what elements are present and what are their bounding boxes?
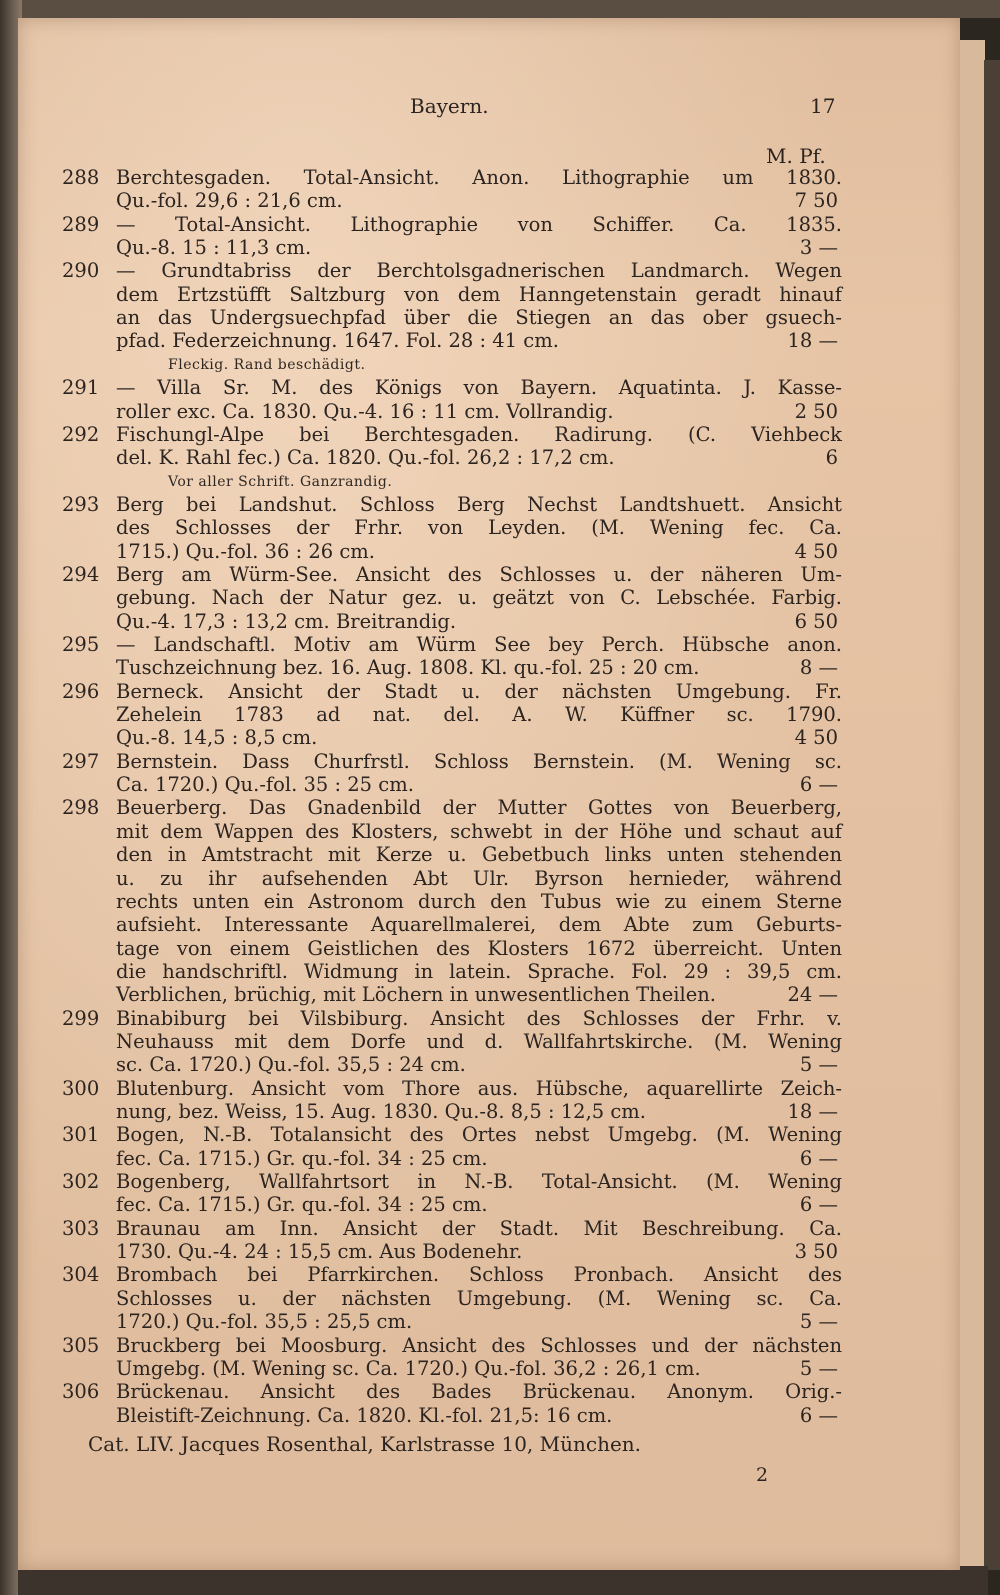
lot-number: 303 xyxy=(62,1216,100,1240)
price: 6 — xyxy=(799,773,838,797)
price: 5 — xyxy=(799,1053,838,1077)
currency-header: M. Pf. xyxy=(766,144,826,168)
price: 5 — xyxy=(799,1310,838,1334)
catalog-line xyxy=(18,1053,960,1077)
price: 8 — xyxy=(799,656,838,680)
catalog-line xyxy=(18,1147,960,1171)
page-header xyxy=(18,94,960,124)
signature-mark: 2 xyxy=(756,1464,769,1486)
lot-number: 290 xyxy=(62,259,100,283)
entry-text: die handschriftl. Widmung in latein. Sprache. Fol. 29 : 39,5 cm. xyxy=(116,959,842,983)
entry-text: 1720.) Qu.-fol. 35,5 : 25,5 cm. xyxy=(116,1310,413,1334)
catalog-line xyxy=(18,750,960,774)
entry-text: Bernstein. Dass Churfrstl. Schloss Bernstein. (M. Wening sc. xyxy=(116,749,842,773)
price: 3 50 xyxy=(794,1240,838,1264)
entry-text: des Schlosses der Frhr. von Leyden. (M. Wening fec. Ca. xyxy=(116,516,842,540)
entry-text: Schlosses u. der nächsten Umgebung. (M. Wening sc. Ca. xyxy=(116,1286,842,1310)
catalog-line xyxy=(18,937,960,961)
catalog-page xyxy=(18,18,960,1570)
lot-number: 292 xyxy=(62,422,100,446)
entry-text: del. K. Rahl fec.) Ca. 1820. Qu.-fol. 26,2 : 17,2 cm. xyxy=(116,446,615,470)
lot-number: 295 xyxy=(62,633,100,656)
entry-text: 1715.) Qu.-fol. 36 : 26 cm. xyxy=(116,539,375,563)
catalog-line xyxy=(18,726,960,750)
catalog-line xyxy=(18,610,960,634)
entry-text: roller exc. Ca. 1830. Qu.-4. 16 : 11 cm. Vollrandig. xyxy=(116,399,614,423)
lot-number: 304 xyxy=(62,1263,100,1287)
catalog-line xyxy=(18,446,960,470)
entry-text: Binabiburg bei Vilsbiburg. Ansicht des Schlosses der Frhr. v. xyxy=(116,1006,842,1030)
entry-text: Zehelein 1783 ad nat. del. A. W. Küffner sc. 1790. xyxy=(116,703,842,727)
entry-text: Fischungl-Alpe bei Berchtesgaden. Radirung. (C. Viehbeck xyxy=(116,422,842,446)
catalog-line xyxy=(18,983,960,1007)
entry-text: Berg bei Landshut. Schloss Berg Nechst Landtshuett. Ansicht xyxy=(116,492,842,516)
price: 3 — xyxy=(799,236,838,260)
condition-note xyxy=(18,470,960,494)
entry-text: dem Ertzstüfft Saltzburg von dem Hanngetenstain geradt hinauf xyxy=(116,282,842,306)
entry-text: Verblichen, brüchig, mit Löchern in unwesentlichen Theilen. xyxy=(116,983,717,1007)
catalog-line xyxy=(18,563,960,587)
note-text: Fleckig. Rand beschädigt. xyxy=(168,356,366,373)
price: 6 xyxy=(825,446,838,470)
catalog-line xyxy=(18,1123,960,1147)
price: 2 50 xyxy=(794,399,838,423)
entry-text: mit dem Wappen des Klosters, schwebt in der Höhe und schaut auf xyxy=(116,819,842,843)
entry-text: fec. Ca. 1715.) Gr. qu.-fol. 34 : 25 cm. xyxy=(116,1193,488,1217)
entry-text: Qu.-fol. 29,6 : 21,6 cm. xyxy=(116,189,343,213)
catalog-line xyxy=(18,1077,960,1101)
lot-number: 301 xyxy=(62,1123,100,1147)
catalog-imprint: Cat. LIV. Jacques Rosenthal, Karlstrasse 10, München. xyxy=(88,1432,642,1456)
entry-text: den in Amtstracht mit Kerze u. Gebetbuch links unten stehenden xyxy=(116,843,842,867)
catalog-line xyxy=(18,259,960,283)
catalog-line xyxy=(18,306,960,330)
price: 4 50 xyxy=(794,726,838,750)
entry-text: — Landschaftl. Motiv am Würm See bey Perch. Hübsche anon. xyxy=(116,633,842,656)
lot-number: 288 xyxy=(62,166,100,189)
lot-number: 289 xyxy=(62,212,100,236)
catalog-line xyxy=(18,400,960,424)
entry-text: Neuhauss mit dem Dorfe und d. Wallfahrtskirche. (M. Wening xyxy=(116,1029,842,1053)
entry-text: Qu.-8. 15 : 11,3 cm. xyxy=(116,236,312,260)
catalog-line xyxy=(18,586,960,610)
entry-text: an das Undergsuechpfad über die Stiegen an das ober gsuech- xyxy=(116,306,842,330)
entry-text: Berneck. Ansicht der Stadt u. der nächsten Umgebung. Fr. xyxy=(116,679,842,703)
catalog-line xyxy=(18,213,960,237)
catalog-line xyxy=(18,1217,960,1241)
lot-number: 297 xyxy=(62,749,100,773)
catalog-line xyxy=(18,1100,960,1124)
entry-text: Bleistift-Zeichnung. Ca. 1820. Kl.-fol. 21,5: 16 cm. xyxy=(116,1403,613,1427)
catalog-line xyxy=(18,820,960,844)
top-edge xyxy=(0,0,1000,18)
entry-text: fec. Ca. 1715.) Gr. qu.-fol. 34 : 25 cm. xyxy=(116,1146,488,1170)
entry-text: 1730. Qu.-4. 24 : 15,5 cm. Aus Bodenehr. xyxy=(116,1240,523,1264)
entry-text: Berg am Würm-See. Ansicht des Schlosses u. der näheren Um- xyxy=(116,562,842,586)
entry-text: sc. Ca. 1720.) Qu.-fol. 35,5 : 24 cm. xyxy=(116,1053,466,1077)
catalog-line xyxy=(18,1334,960,1358)
page-number: 17 xyxy=(810,94,836,118)
catalog-line xyxy=(18,423,960,447)
lot-number: 291 xyxy=(62,376,100,400)
entry-text: Beuerberg. Das Gnadenbild der Mutter Gottes von Beuerberg, xyxy=(116,796,842,820)
lot-number: 296 xyxy=(62,679,100,703)
catalog-line xyxy=(18,843,960,867)
lot-number: 306 xyxy=(62,1380,100,1404)
catalog-line xyxy=(18,1287,960,1311)
entry-text: Berchtesgaden. Total-Ansicht. Anon. Lithographie um 1830. xyxy=(116,166,842,189)
catalog-line xyxy=(18,516,960,540)
condition-note xyxy=(18,353,960,377)
catalog-line xyxy=(18,1170,960,1194)
price: 18 — xyxy=(787,329,838,353)
catalog-line xyxy=(18,890,960,914)
entry-text: Brombach bei Pfarrkirchen. Schloss Pronbach. Ansicht des xyxy=(116,1263,842,1287)
catalog-line xyxy=(18,913,960,937)
price: 6 — xyxy=(799,1403,838,1427)
lot-number: 299 xyxy=(62,1006,100,1030)
lot-number: 300 xyxy=(62,1076,100,1100)
catalog-line xyxy=(18,867,960,891)
entry-text: Blutenburg. Ansicht vom Thore aus. Hübsche, aquarellirte Zeich- xyxy=(116,1076,842,1100)
entry-text: Braunau am Inn. Ansicht der Stadt. Mit Beschreibung. Ca. xyxy=(116,1216,842,1240)
catalog-line xyxy=(18,1380,960,1404)
catalog-line xyxy=(18,376,960,400)
bottom-edge xyxy=(18,1566,988,1595)
price: 6 — xyxy=(799,1193,838,1217)
price: 5 — xyxy=(799,1356,838,1380)
entry-text: — Villa Sr. M. des Königs von Bayern. Aquatinta. J. Kasse- xyxy=(116,376,842,400)
lot-number: 298 xyxy=(62,796,100,820)
entry-text: aufsieht. Interessante Aquarellmalerei, dem Abte zum Geburts- xyxy=(116,913,842,937)
catalog-line xyxy=(18,189,960,213)
entry-text: — Total-Ansicht. Lithographie von Schiffer. Ca. 1835. xyxy=(116,212,842,236)
price: 7 50 xyxy=(794,189,838,213)
entry-text: gebung. Nach der Natur gez. u. geätzt von C. Lebschée. Farbig. xyxy=(116,586,842,610)
catalog-line xyxy=(18,1357,960,1381)
entry-text: Bogen, N.-B. Totalansicht des Ortes nebst Umgebg. (M. Wening xyxy=(116,1123,842,1147)
catalog-line xyxy=(18,633,960,657)
note-text: Vor aller Schrift. Ganzrandig. xyxy=(168,473,393,490)
price: 18 — xyxy=(787,1100,838,1123)
entry-text: Bogenberg, Wallfahrtsort in N.-B. Total-Ansicht. (M. Wening xyxy=(116,1170,842,1194)
entry-text: Brückenau. Ansicht des Bades Brückenau. Anonym. Orig.- xyxy=(116,1380,842,1404)
price: 6 — xyxy=(799,1146,838,1170)
price: 24 — xyxy=(787,983,838,1007)
catalog-line xyxy=(18,1240,960,1264)
lot-number: 302 xyxy=(62,1170,100,1194)
price: 6 50 xyxy=(794,609,838,633)
entry-text: rechts unten ein Astronom durch den Tubus wie zu einem Sterne xyxy=(116,889,842,913)
entry-text: tage von einem Geistlichen des Klosters 1672 überreicht. Unten xyxy=(116,936,842,960)
page-title: Bayern. xyxy=(410,94,489,118)
catalog-line xyxy=(18,680,960,704)
lot-number: 293 xyxy=(62,492,100,516)
catalog-line xyxy=(18,283,960,307)
catalog-line xyxy=(18,1007,960,1031)
catalog-line xyxy=(18,703,960,727)
catalog-line xyxy=(18,1263,960,1287)
catalog-line xyxy=(18,1310,960,1334)
catalog-line xyxy=(18,656,960,680)
lot-number: 294 xyxy=(62,562,100,586)
catalog-line xyxy=(18,1030,960,1054)
lot-number: 305 xyxy=(62,1333,100,1357)
next-page-edge xyxy=(958,40,985,1570)
catalog-line xyxy=(18,773,960,797)
catalog-line xyxy=(18,493,960,517)
entry-text: Qu.-4. 17,3 : 13,2 cm. Breitrandig. xyxy=(116,609,457,633)
entry-text: nung, bez. Weiss, 15. Aug. 1830. Qu.-8. 8,5 : 12,5 cm. xyxy=(116,1100,646,1123)
catalog-line xyxy=(18,540,960,564)
entry-text: pfad. Federzeichnung. 1647. Fol. 28 : 41 cm. xyxy=(116,329,559,353)
catalog-line xyxy=(18,329,960,353)
catalog-line xyxy=(18,236,960,260)
entry-text: Ca. 1720.) Qu.-fol. 35 : 25 cm. xyxy=(116,773,414,797)
catalog-line xyxy=(18,960,960,984)
entry-text: u. zu ihr aufsehenden Abt Ulr. Byrson hernieder, während xyxy=(116,866,842,890)
entry-text: Bruckberg bei Moosburg. Ansicht des Schlosses und der nächsten xyxy=(116,1333,842,1357)
entry-text: — Grundtabriss der Berchtolsgadnerischen Landmarch. Wegen xyxy=(116,259,842,283)
entry-text: Qu.-8. 14,5 : 8,5 cm. xyxy=(116,726,318,750)
catalog-line xyxy=(18,796,960,820)
catalog-line xyxy=(18,1404,960,1428)
entry-text: Umgebg. (M. Wening sc. Ca. 1720.) Qu.-fol. 36,2 : 26,1 cm. xyxy=(116,1356,701,1380)
entry-text: Tuschzeichnung bez. 16. Aug. 1808. Kl. qu.-fol. 25 : 20 cm. xyxy=(116,656,700,680)
book-cover-edge xyxy=(984,60,1000,1570)
catalog-line xyxy=(18,1193,960,1217)
catalog-line xyxy=(18,166,960,190)
price: 4 50 xyxy=(794,539,838,563)
